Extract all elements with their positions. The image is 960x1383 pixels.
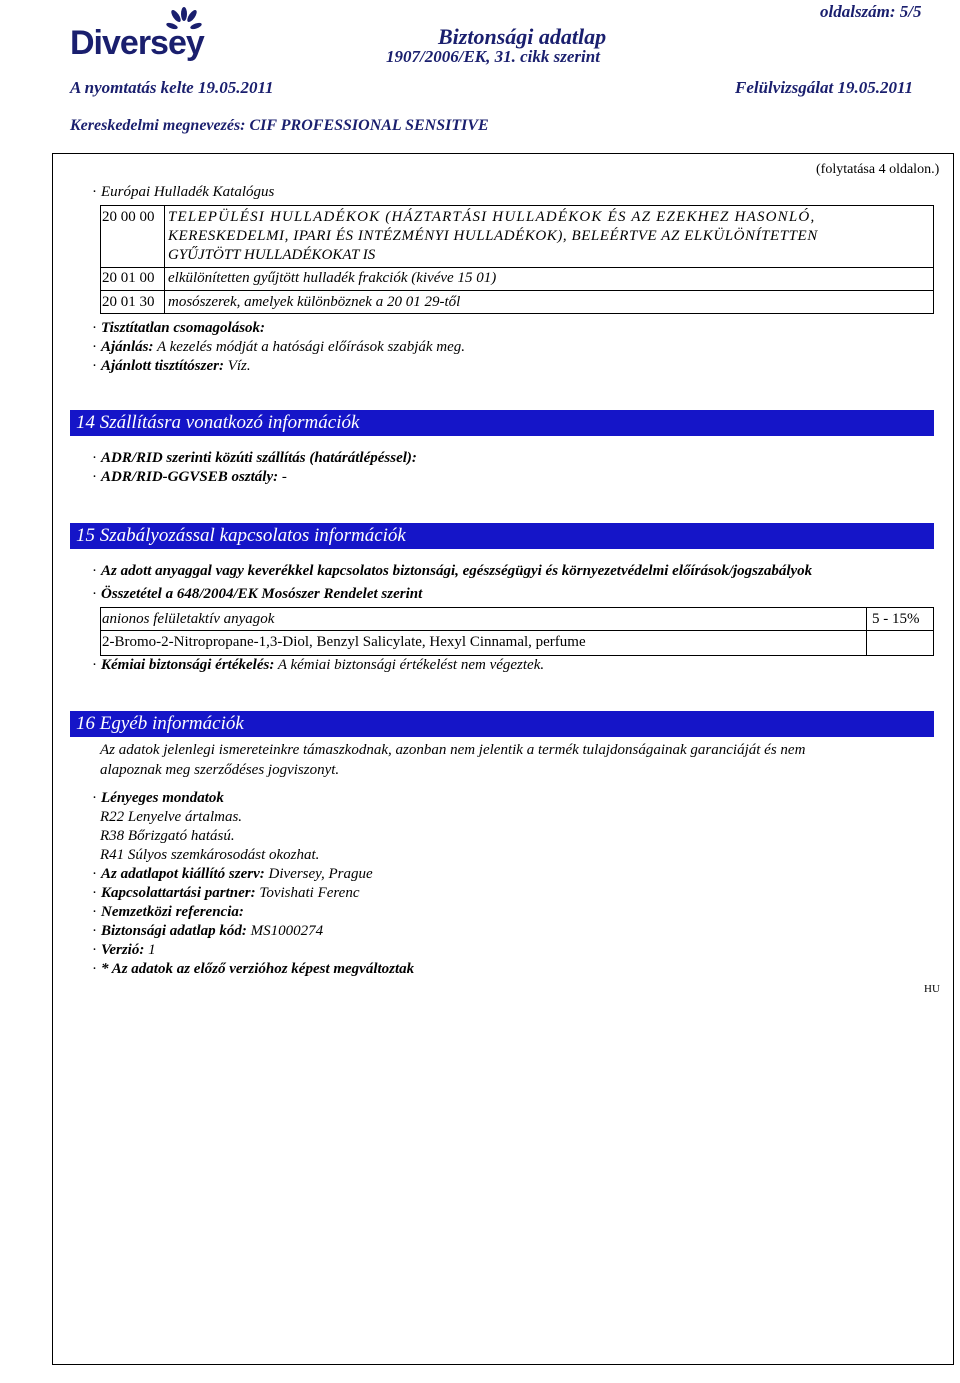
waste-catalog-title: · Európai Hulladék Katalógus xyxy=(92,184,274,201)
ingredient-value: 5 - 15% xyxy=(872,611,920,627)
brand-name: Diversey xyxy=(70,24,204,62)
section-16-title: 16 Egyéb információk xyxy=(70,711,934,737)
doc-title: Biztonsági adatlap xyxy=(438,24,607,49)
regulations-heading: · Az adott anyaggal vagy keverékkel kapcsolatos biztonsági, egészségügyi és környezetvédelmi előírások/jogszabályok xyxy=(92,563,812,580)
waste-code: 20 01 30 xyxy=(102,294,155,310)
waste-text: GYŰJTÖTT HULLADÉKOKAT IS xyxy=(168,247,376,263)
page-number: oldalszám: 5/5 xyxy=(820,2,922,21)
waste-text: elkülönítetten gyűjtött hulladék frakciók (kivéve 15 01) xyxy=(168,270,497,286)
disclaimer-line-1: Az adatok jelenlegi ismereteinkre támaszkodnak, azonban nem jelentik a termék tulajdonságainak garanciáját és nem xyxy=(100,742,806,758)
unclean-packaging: · Tisztítatlan csomagolások: xyxy=(92,320,265,337)
adr-class: · ADR/RID-GGVSEB osztály: - xyxy=(92,469,287,486)
recommendation: · Ajánlás: A kezelés módját a hatósági előírások szabják meg. xyxy=(92,339,465,356)
revision-date: Felülvizsgálat 19.05.2011 xyxy=(735,78,914,97)
phrase-r38: R38 Bőrizgató hatású. xyxy=(100,828,235,844)
language-code: HU xyxy=(924,983,940,995)
print-date: A nyomtatás kelte 19.05.2011 xyxy=(70,78,274,97)
waste-text: KERESKEDELMI, IPARI ÉS INTÉZMÉNYI HULLADÉKOK), BELEÉRTVE AZ ELKÜLÖNÍTETTEN xyxy=(168,228,818,244)
contact-partner: · Kapcsolattartási partner: Tovishati Ferenc xyxy=(92,885,360,902)
composition-heading: · Összetétel a 648/2004/EK Mosószer Rendelet szerint xyxy=(92,586,422,603)
regulation-ref: 1907/2006/EK, 31. cikk szerint xyxy=(386,47,600,66)
continuation-note: (folytatása 4 oldalon.) xyxy=(816,162,940,177)
waste-text: mosószerek, amelyek különböznek a 20 01 29-től xyxy=(168,294,461,310)
waste-text: TELEPÜLÉSI HULLADÉKOK (HÁZTARTÁSI HULLADÉKOK ÉS AZ EZEKHEZ HASONLÓ, xyxy=(168,209,816,225)
sds-code: · Biztonsági adatlap kód: MS1000274 xyxy=(92,923,323,940)
brand-logo xyxy=(70,6,220,64)
version: · Verzió: 1 xyxy=(92,942,156,959)
trade-name: Kereskedelmi megnevezés: CIF PROFESSIONAL SENSITIVE xyxy=(70,117,489,134)
section-14-title: 14 Szállításra vonatkozó információk xyxy=(70,410,934,436)
chemical-safety-assessment: · Kémiai biztonsági értékelés: A kémiai biztonsági értékelést nem végeztek. xyxy=(92,657,544,674)
international-reference: · Nemzetközi referencia: xyxy=(92,904,244,921)
ingredient-name: 2-Bromo-2-Nitropropane-1,3-Diol, Benzyl Salicylate, Hexyl Cinnamal, perfume xyxy=(102,634,586,650)
relevant-phrases-heading: · Lényeges mondatok xyxy=(92,790,224,807)
waste-code: 20 00 00 xyxy=(102,209,155,225)
adr-transport: · ADR/RID szerinti közúti szállítás (határátlépéssel): xyxy=(92,450,417,467)
waste-code: 20 01 00 xyxy=(102,270,155,286)
phrase-r41: R41 Súlyos szemkárosodást okozhat. xyxy=(100,847,320,863)
section-15-title: 15 Szabályozással kapcsolatos információk xyxy=(70,523,934,549)
recommended-cleaner: · Ajánlott tisztítószer: Víz. xyxy=(92,358,251,375)
ingredient-name: anionos felületaktív anyagok xyxy=(102,611,275,627)
issuer: · Az adatlapot kiállító szerv: Diversey, Prague xyxy=(92,866,373,883)
phrase-r22: R22 Lenyelve ártalmas. xyxy=(100,809,243,825)
disclaimer-line-2: alapoznak meg szerződéses jogviszonyt. xyxy=(100,762,340,778)
changes-note: · * Az adatok az előző verzióhoz képest megváltoztak xyxy=(92,961,414,978)
